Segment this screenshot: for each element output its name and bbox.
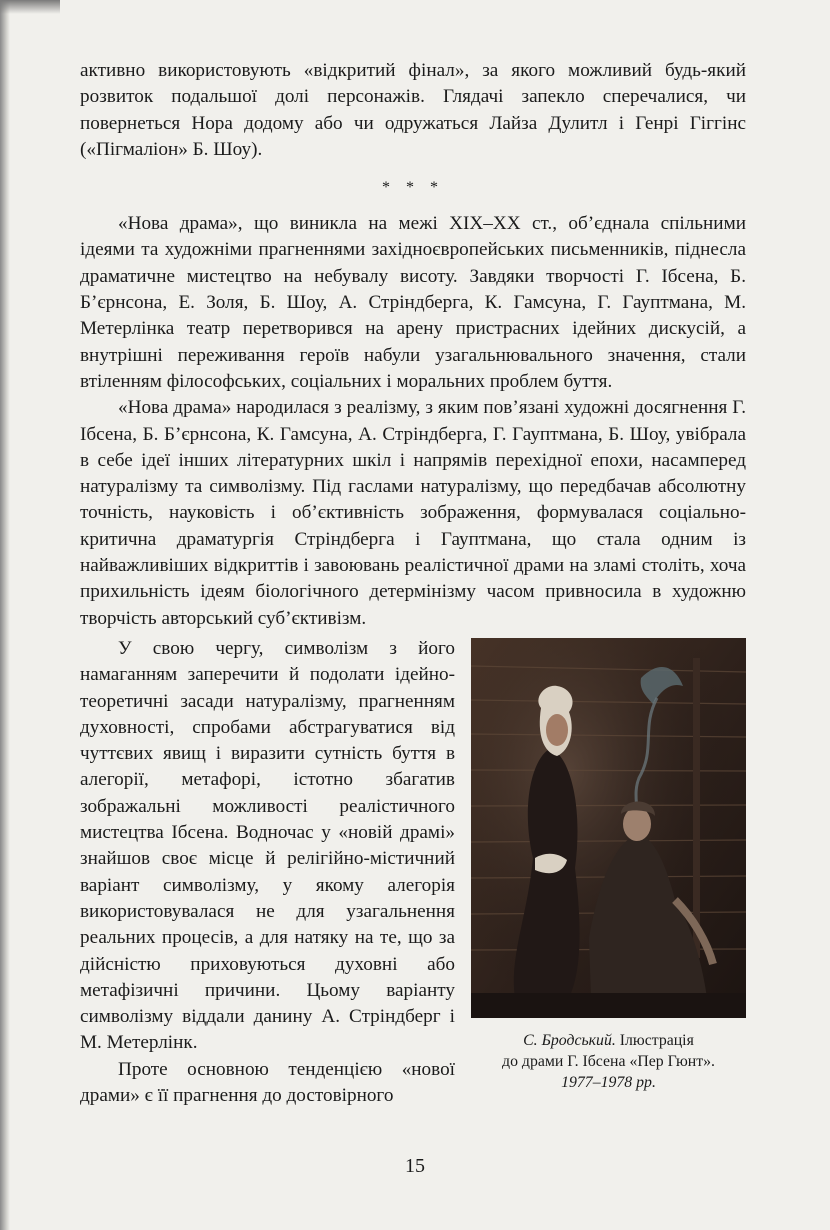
figure <box>471 636 746 1109</box>
caption-line-3 <box>471 1072 746 1093</box>
paragraph-1: активно використовують «відкритий фінал», за якого можливий будь-який розвиток подальшої долі персонажів. Глядачі запекло сперечалися, чи повернеться Нора додому або чи одружаться Лайза Дулитл і Генрі Гіггінс («Пігмаліон» Б. Шоу). <box>80 60 746 160</box>
text-figure-columns <box>80 636 746 1109</box>
caption-title-start: Ілюстрація <box>615 1031 694 1049</box>
caption-line-2: до драми Г. Ібсена «Пер Гюнт». <box>502 1052 715 1070</box>
book-page <box>80 58 746 1109</box>
page-number: 15 <box>405 1155 425 1177</box>
paragraph-4: У свою чергу, символізм з його намаганням заперечити й подолати ідейно-теоретичні засади натуралізму, прагненням духовності, спробами абстрагуватися від чуттєвих явищ і виразити сутність буття в алегорії, метафорі, істотно збагатив зображальні можливості реалістичного мистецтва Ібсена. Водночас у «новій драмі» знайшов своє місце й релігійно-містичний варіант символізму, у якому алегорія використовувалася не для узагальнення реальних процесів, а для натяку на те, що за дійсністю приховуються духовні або метафізичні причини. Цьому варіанту символізму віддали данину А. Стріндберг і М. Метерлінк. <box>80 637 455 1054</box>
scan-corner-shadow <box>0 0 60 14</box>
left-text-column <box>80 636 455 1109</box>
figure-caption <box>471 1030 746 1093</box>
paragraph-3: «Нова драма» народилася з реалізму, з яким пов’язані художні досягнення Г. Ібсена, Б. Б’єрнсона, К. Гамсуна, А. Стріндберга, Г. Гауптмана, Б. Шоу, увібрала в себе ідеї інших літературних шкіл і напрямів перехідної епохи, насамперед натуралізму та символізму. Під гаслами натуралізму, що передбачав абсолютну точність, науковість і об’єктивність зображення, формувалася соціально-критична драматургія Стріндберга і Гауптмана, що стала одним із найважливіших відкриттів і завоювань реалістичної драми на зламі століть, хоча прихильність ідеям біологічного детермінізму часом привносила в художню творчість авторський суб’єктивізм. <box>80 397 746 629</box>
caption-author: С. Бродський. <box>523 1031 616 1049</box>
peer-gynt-illustration <box>471 638 746 1018</box>
page-edge-shadow <box>0 0 10 1230</box>
caption-line-1 <box>471 1030 746 1051</box>
paragraph-5: Проте основною тенденцією «нової драми» є її прагнення до достовірного <box>80 1058 455 1106</box>
paragraph-2: «Нова драма», що виникла на межі XIX–XX ст., об’єднала спільними ідеями та художніми прагненнями західноєвропейських письменників, піднесла драматичне мистецтво на небувалу висоту. Завдяки творчості Г. Ібсена, Б. Б’єрнсона, Е. Золя, Б. Шоу, А. Стріндберга, К. Гамсуна, Г. Гауптмана, М. Метерлінка театр перетворився на арену пристрасних ідейних дискусій, а внутрішні переживання героїв набули узагальнювального значення, стали втіленням філософських, соціальних і моральних проблем буття. <box>80 213 746 392</box>
caption-dates: 1977–1978 pp. <box>561 1073 656 1091</box>
section-separator: * * * <box>382 179 444 197</box>
